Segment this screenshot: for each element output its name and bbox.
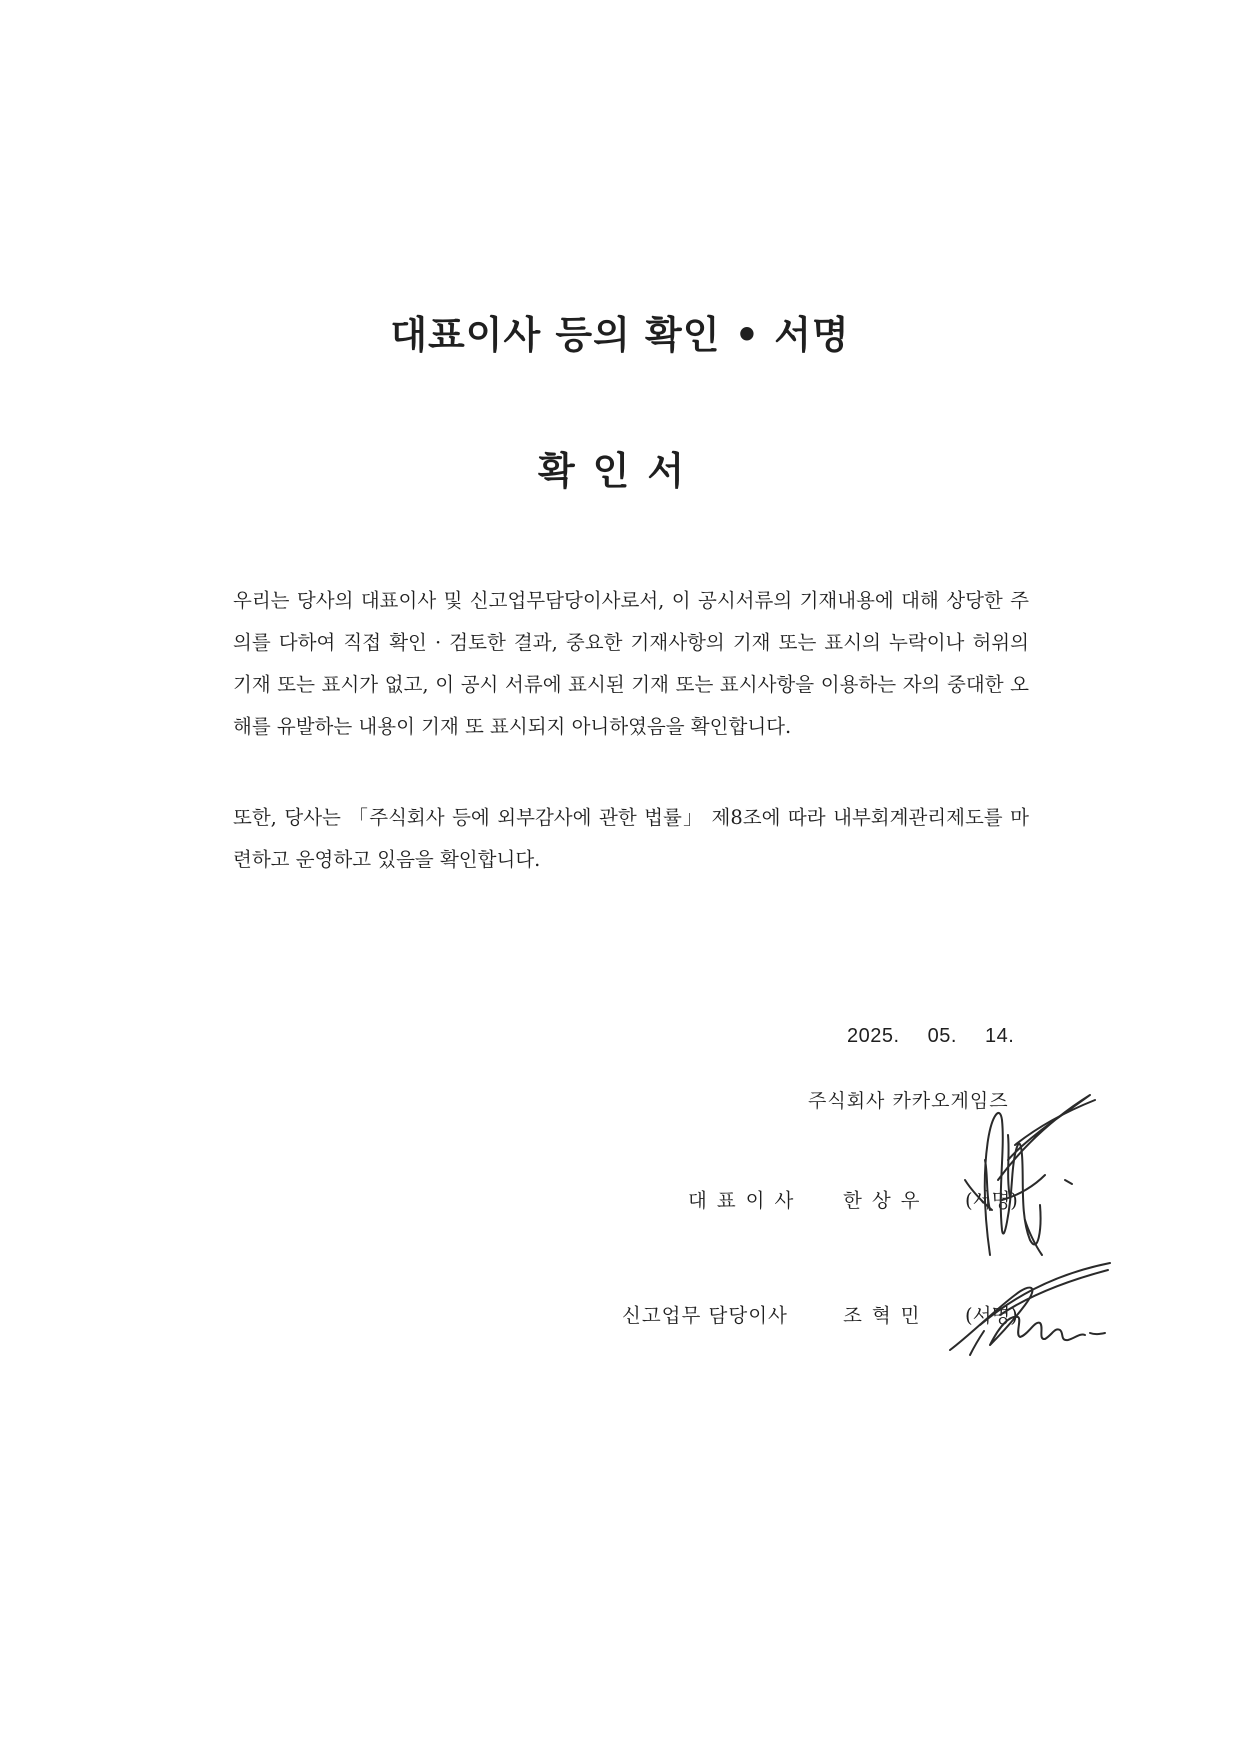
disclosure-officer-seal-label: (서명) — [965, 1304, 1018, 1327]
document-date: 2025. 05. 14. — [847, 1025, 1015, 1047]
document-title: 대표이사 등의 확인 • 서명 — [390, 313, 850, 357]
confirmation-paragraph: 우리는 당사의 대표이사 및 신고업무담당이사로서, 이 공시서류의 기재내용에 대해 상당한 주의를 다하여 직접 확인 · 검토한 결과, 중요한 기재사항의 기재 또는 표시의 누락이나 허위의 기재 또는 표시가 없고, 이 공시 서류에 표시된 기재 또는 표시사항을 이용하는 자의 중대한 오해를 유발하는 내용이 기재 또 표시되지 아니하였음을 확인합니다. — [233, 589, 1029, 738]
disclosure-officer-name: 조혁민 — [843, 1304, 930, 1327]
ceo-seal-label: (서명) — [965, 1189, 1018, 1212]
ceo-name: 한상우 — [843, 1189, 930, 1212]
disclosure-officer-role: 신고업무 담당이사 — [622, 1304, 788, 1327]
document-subtitle: 확인서 — [537, 449, 703, 493]
ceo-role: 대표이사 — [688, 1189, 804, 1212]
company-name: 주식회사 카카오게임즈 — [808, 1090, 1009, 1112]
internal-control-paragraph: 또한, 당사는 「주식회사 등에 외부감사에 관한 법률」 제8조에 따라 내부회계관리제도를 마련하고 운영하고 있음을 확인합니다. — [233, 806, 1029, 871]
